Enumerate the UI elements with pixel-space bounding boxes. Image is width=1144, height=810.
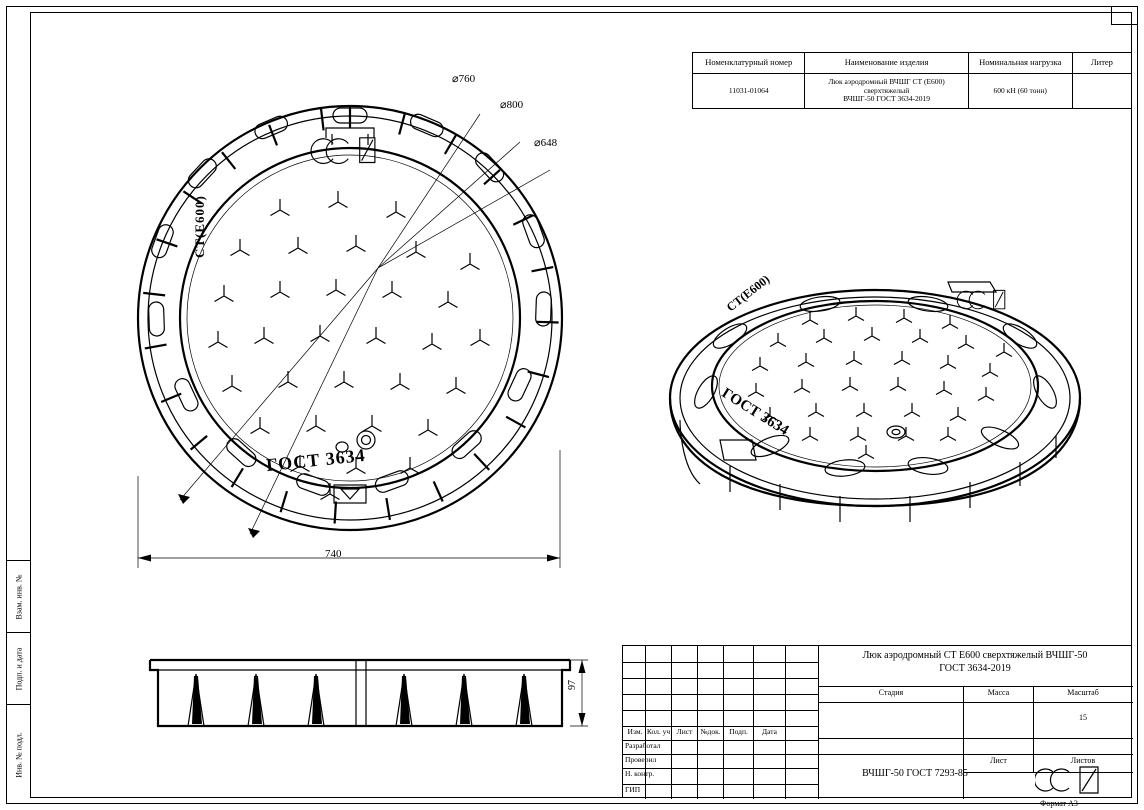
tb-vline-c5 (753, 646, 754, 799)
leader-label-760: ⌀760 (452, 73, 476, 85)
spec-cell-product-name-line2: ВЧШГ-50 ГОСТ 3634-2019 (843, 94, 931, 104)
left-margin-cell-inv (6, 705, 31, 805)
title-block-role-nkontr: Н. контр. (625, 769, 655, 778)
title-block-role-proveril: Проверил (625, 755, 657, 764)
spec-header-product-name: Наименование изделия (805, 53, 968, 74)
leader-label-800: ⌀800 (500, 99, 524, 111)
title-block-header-sheets: Листов (1070, 756, 1096, 765)
spec-cell-product-name (805, 74, 968, 109)
top-view-cover-text-bottom: ГОСТ 3634 (265, 444, 367, 476)
title-block-header-mass: Масса (987, 688, 1010, 697)
side-view-height-dimension: 97 (567, 680, 578, 690)
tb-vline-c4 (723, 646, 724, 799)
title-block-col-list: Лист (676, 727, 693, 736)
title-block-value-scale: 15 (1079, 713, 1087, 722)
title-block-col-kol: Кол. уч (646, 727, 671, 736)
title-block-header-sheet: Лист (990, 756, 1007, 765)
title-block-col-podp: Подп. (729, 727, 748, 736)
tb-vline-c2 (671, 646, 672, 799)
left-margin-label-inv: Инв. № подл. (14, 732, 23, 778)
spec-cell-load: 600 кН (60 тонн) (968, 74, 1072, 109)
tb-hline-l2 (623, 678, 818, 679)
title-block-col-ndok: №док. (700, 727, 721, 736)
title-block-title (820, 650, 1130, 675)
title-block-header-stage: Стадия (878, 688, 904, 697)
side-view-drawing (130, 640, 590, 770)
isometric-view-drawing (660, 270, 1100, 570)
tb-hline-l4 (623, 710, 818, 711)
left-margin-cell-podp (6, 633, 31, 705)
tb-hline-l3 (623, 694, 818, 695)
title-block-role-gip: ГИП (625, 785, 641, 794)
tb-hline-l1 (623, 662, 818, 663)
left-margin-label-vzam: Взам. инв. № (14, 573, 23, 620)
spec-header-liter: Литер (1072, 53, 1131, 74)
title-block-title-line2: ГОСТ 3634-2019 (939, 662, 1011, 674)
company-logo-icon (1035, 764, 1111, 798)
tb-vline-c6 (785, 646, 786, 799)
tb-vline-c3 (697, 646, 698, 799)
tb-hline-stage-body (818, 738, 1133, 739)
tb-hline-l8 (623, 784, 818, 785)
tb-hline-stage-head (818, 702, 1133, 703)
tb-hline-sheet-head (818, 754, 1133, 755)
spec-cell-liter (1072, 74, 1131, 109)
tb-hline-title (818, 686, 1133, 687)
left-margin-label-podp: Подп. и дата (14, 647, 23, 690)
spec-table-row (693, 74, 1132, 109)
overall-dimension-740: 740 (325, 548, 342, 560)
iso-view-cover-text-left: СТ(Е600) (723, 271, 773, 315)
title-block-header-scale: Масштаб (1067, 688, 1099, 697)
title-block-col-data: Дата (762, 727, 777, 736)
spec-header-load: Номинальная нагрузка (968, 53, 1072, 74)
sheet-format-label: Формат А3 (1040, 799, 1078, 808)
spec-cell-product-name-line1: Люк аэродромный ВЧШГ СТ (Е600) сверхтяжелый (828, 77, 945, 95)
title-block-bottom-name: ВЧШГ-50 ГОСТ 7293-85 (862, 768, 968, 779)
top-right-corner-box (1111, 7, 1137, 25)
tb-vline-main (818, 646, 819, 799)
title-block-col-izm: Изм. (627, 727, 643, 736)
title-block-title-line1: Люк аэродромный СТ Е600 сверхтяжелый ВЧШГ-50 (862, 650, 1088, 661)
title-block (622, 645, 1132, 798)
spec-cell-nomenclature: 11031-01064 (693, 74, 805, 109)
left-margin-column (6, 560, 31, 804)
iso-view-cover-text-bottom: ГОСТ 3634 (718, 385, 792, 439)
left-margin-cell-vzam (6, 561, 31, 633)
top-view-cover-text-left: СТ(Е600) (192, 195, 207, 258)
top-view-drawing (120, 90, 700, 690)
leader-label-648: ⌀648 (534, 137, 558, 149)
specification-table (692, 52, 1132, 109)
spec-table-header-row (693, 53, 1132, 74)
spec-header-nomenclature: Номенклатурный номер (693, 53, 805, 74)
title-block-role-razrabotal: Разработал (625, 741, 661, 750)
